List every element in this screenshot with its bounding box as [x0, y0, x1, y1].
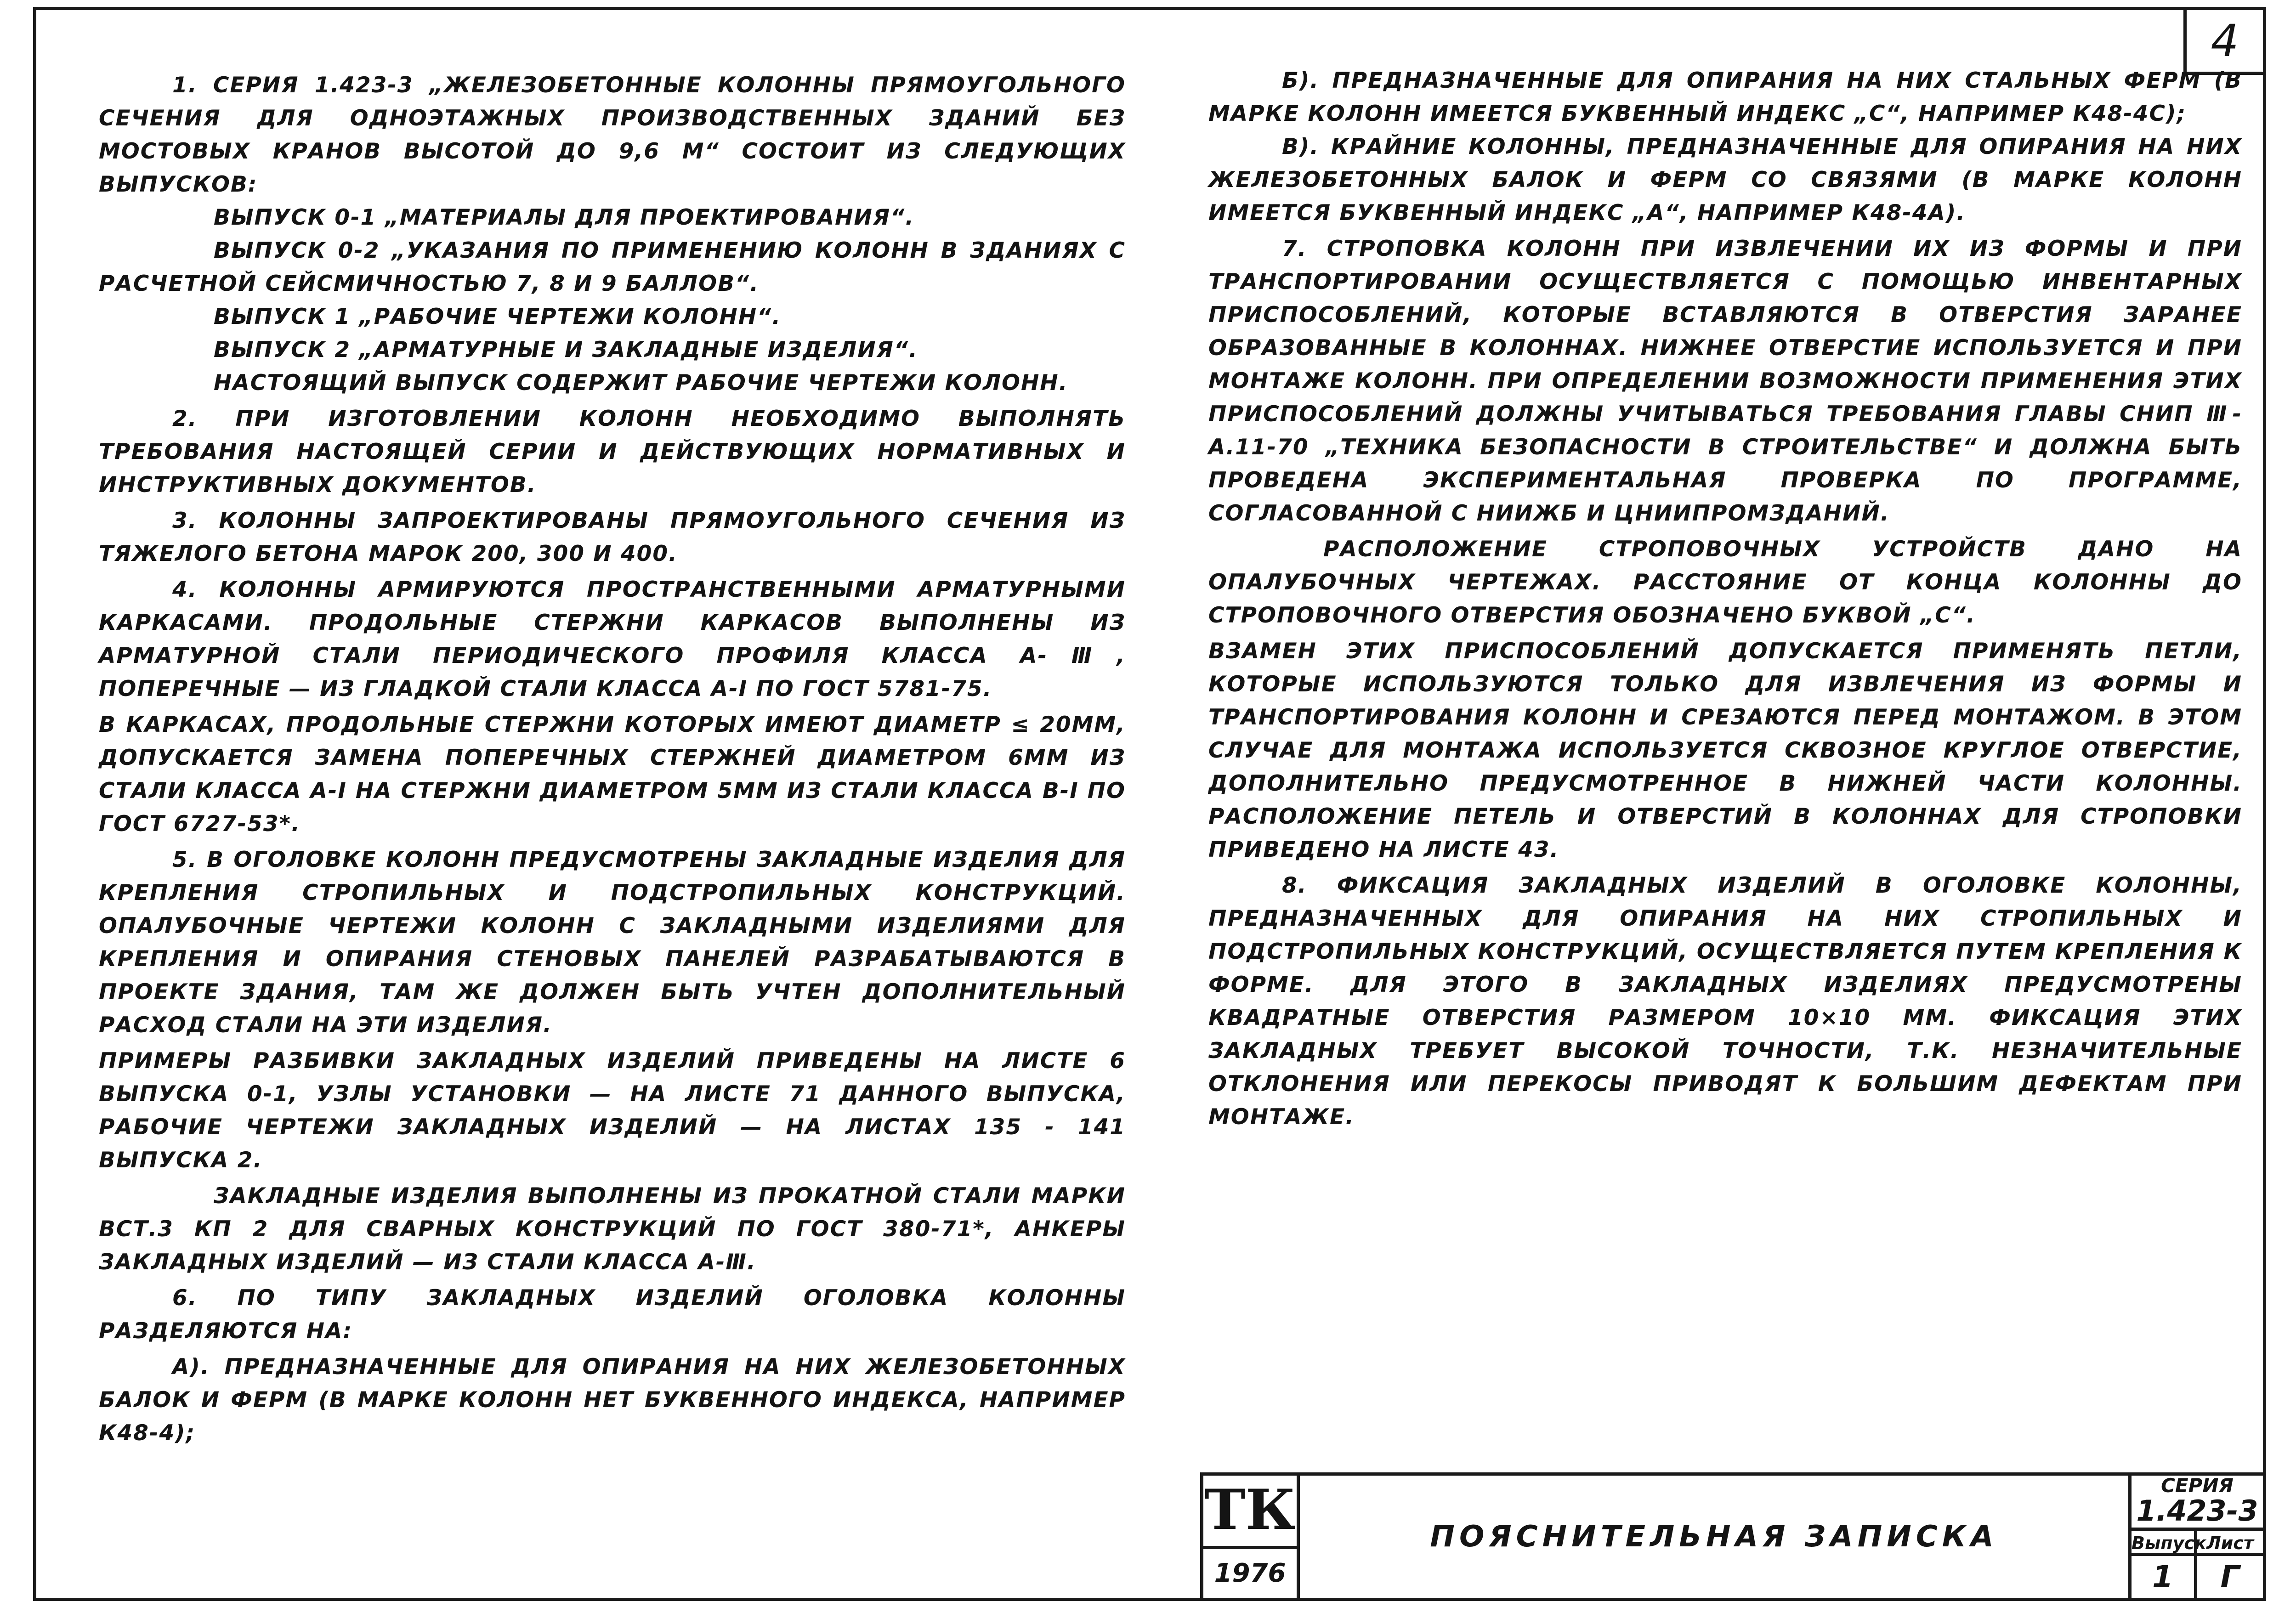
current-issue-note: НАСТОЯЩИЙ ВЫПУСК СОДЕРЖИТ РАБОЧИЕ ЧЕРТЕЖИ КОЛОНН. — [214, 370, 1068, 396]
tk-logo: ТК — [1203, 1476, 1297, 1549]
paragraph-5-examples: ПРИМЕРЫ РАЗБИВКИ ЗАКЛАДНЫХ ИЗДЕЛИЙ ПРИВЕДЕНЫ НА ЛИСТЕ 6 ВЫПУСКА 0-1, УЗЛЫ УСТАНОВКИ — НА ЛИСТЕ 71 ДАННОГО ВЫПУСКА, РАБОЧИЕ ЧЕРТЕЖИ ЗАКЛАДНЫХ ИЗДЕЛИЙ — НА ЛИСТАХ 135 - 141 ВЫПУСКА 2. — [99, 1048, 1126, 1173]
issue-0-1: ВЫПУСК 0-1 „МАТЕРИАЛЫ ДЛЯ ПРОЕКТИРОВАНИЯ“. — [214, 205, 915, 230]
paragraph-6b: Б). ПРЕДНАЗНАЧЕННЫЕ ДЛЯ ОПИРАНИЯ НА НИХ СТАЛЬНЫХ ФЕРМ (В МАРКЕ КОЛОНН ИМЕЕТСЯ БУКВЕННЫЙ ИНДЕКС „С“, НАПРИМЕР К48-4С); — [1208, 68, 2242, 126]
paragraph-6: 6. ПО ТИПУ ЗАКЛАДНЫХ ИЗДЕЛИЙ ОГОЛОВКА КОЛОННЫ РАЗДЕЛЯЮТСЯ НА: — [99, 1285, 1126, 1344]
left-text-column — [99, 69, 1126, 1450]
sheet-label: Лист — [2197, 1531, 2263, 1556]
issue-2: ВЫПУСК 2 „АРМАТУРНЫЕ И ЗАКЛАДНЫЕ ИЗДЕЛИЯ“. — [214, 337, 918, 362]
series-label: СЕРИЯ — [2161, 1474, 2234, 1497]
paragraph-2: 2. ПРИ ИЗГОТОВЛЕНИИ КОЛОНН НЕОБХОДИМО ВЫПОЛНЯТЬ ТРЕБОВАНИЯ НАСТОЯЩЕЙ СЕРИИ И ДЕЙСТВУЮЩИХ НОРМАТИВНЫХ И ИНСТРУКТИВНЫХ ДОКУМЕНТОВ. — [99, 406, 1126, 498]
paragraph-7-loops: ВЗАМЕН ЭТИХ ПРИСПОСОБЛЕНИЙ ДОПУСКАЕТСЯ ПРИМЕНЯТЬ ПЕТЛИ, КОТОРЫЕ ИСПОЛЬЗУЮТСЯ ТОЛЬКО ДЛЯ ИЗВЛЕЧЕНИЯ ИЗ ФОРМЫ И ТРАНСПОРТИРОВАНИЯ КОЛОНН И СРЕЗАЮТСЯ ПЕРЕД МОНТАЖОМ. В ЭТОМ СЛУЧАЕ ДЛЯ МОНТАЖА ИСПОЛЬЗУЕТСЯ СКВОЗНОЕ КРУГЛОЕ ОТВЕРСТИЕ, ДОПОЛНИТЕЛЬНО ПРЕДУСМОТРЕННОЕ В НИЖНЕЙ ЧАСТИ КОЛОННЫ. РАСПОЛОЖЕНИЕ ПЕТЕЛЬ И ОТВЕРСТИЙ В КОЛОННАХ ДЛЯ СТРОПОВКИ ПРИВЕДЕНО НА ЛИСТЕ 43. — [1208, 639, 2242, 862]
paragraph-6a: А). ПРЕДНАЗНАЧЕННЫЕ ДЛЯ ОПИРАНИЯ НА НИХ ЖЕЛЕЗОБЕТОННЫХ БАЛОК И ФЕРМ (В МАРКЕ КОЛОНН НЕТ БУКВЕННОГО ИНДЕКСА, НАПРИМЕР К48-4); — [99, 1354, 1126, 1446]
title-block-logo-cell — [1203, 1476, 1300, 1598]
paragraph-6c: В). КРАЙНИЕ КОЛОННЫ, ПРЕДНАЗНАЧЕННЫЕ ДЛЯ ОПИРАНИЯ НА НИХ ЖЕЛЕЗОБЕТОННЫХ БАЛОК И ФЕРМ СО СВЯЗЯМИ (В МАРКЕ КОЛОНН ИМЕЕТСЯ БУКВЕННЫЙ ИНДЕКС „А“, НАПРИМЕР К48-4А). — [1208, 134, 2242, 226]
paragraph-7-location: РАСПОЛОЖЕНИЕ СТРОПОВОЧНЫХ УСТРОЙСТВ ДАНО НА ОПАЛУБОЧНЫХ ЧЕРТЕЖАХ. РАССТОЯНИЕ ОТ КОНЦА КОЛОННЫ ДО СТРОПОВОЧНОГО ОТВЕРСТИЯ ОБОЗНАЧЕНО БУКВОЙ „С“. — [1208, 537, 2242, 628]
paragraph-4: 4. КОЛОННЫ АРМИРУЮТСЯ ПРОСТРАНСТВЕННЫМИ АРМАТУРНЫМИ КАРКАСАМИ. ПРОДОЛЬНЫЕ СТЕРЖНИ КАРКАСОВ ВЫПОЛНЕНЫ ИЗ АРМАТУРНОЙ СТАЛИ ПЕРИОДИЧЕСКОГО ПРОФИЛЯ КЛАССА А-Ⅲ, ПОПЕРЕЧНЫЕ — ИЗ ГЛАДКОЙ СТАЛИ КЛАССА А-I ПО ГОСТ 5781-75. — [99, 577, 1126, 702]
sheet-value: Г — [2220, 1559, 2240, 1595]
issue-1: ВЫПУСК 1 „РАБОЧИЕ ЧЕРТЕЖИ КОЛОНН“. — [214, 304, 782, 329]
paragraph-5-materials: ЗАКЛАДНЫЕ ИЗДЕЛИЯ ВЫПОЛНЕНЫ ИЗ ПРОКАТНОЙ СТАЛИ МАРКИ ВСТ.3 КП 2 ДЛЯ СВАРНЫХ КОНСТРУКЦИЙ ПО ГОСТ 380-71*, АНКЕРЫ ЗАКЛАДНЫХ ИЗДЕЛИЙ — ИЗ СТАЛИ КЛАССА А-Ⅲ. — [99, 1183, 1126, 1275]
title-block — [1200, 1472, 2266, 1601]
issue-label: Выпуск — [2132, 1531, 2197, 1556]
page-number: 4 — [2183, 7, 2266, 75]
paragraph-1: 1. СЕРИЯ 1.423-3 „ЖЕЛЕЗОБЕТОННЫЕ КОЛОННЫ ПРЯМОУГОЛЬНОГО СЕЧЕНИЯ ДЛЯ ОДНОЭТАЖНЫХ ПРОИЗВОДСТВЕННЫХ ЗДАНИЙ БЕЗ МОСТОВЫХ КРАНОВ ВЫСОТОЙ ДО 9,6 М“ СОСТОИТ ИЗ СЛЕДУЮЩИХ ВЫПУСКОВ: — [99, 73, 1126, 197]
issue-value: 1 — [2132, 1556, 2197, 1598]
year: 1976 — [1214, 1558, 1286, 1588]
issue-0-2: ВЫПУСК 0-2 „УКАЗАНИЯ ПО ПРИМЕНЕНИЮ КОЛОНН В ЗДАНИЯХ С РАСЧЕТНОЙ СЕЙСМИЧНОСТЬЮ 7, 8 И 9 БАЛЛОВ“. — [99, 238, 1126, 296]
paragraph-4-note: В КАРКАСАХ, ПРОДОЛЬНЫЕ СТЕРЖНИ КОТОРЫХ ИМЕЮТ ДИАМЕТР ≤ 20ММ, ДОПУСКАЕТСЯ ЗАМЕНА ПОПЕРЕЧНЫХ СТЕРЖНЕЙ ДИАМЕТРОМ 6ММ ИЗ СТАЛИ КЛАССА А-I НА СТЕРЖНИ ДИАМЕТРОМ 5ММ ИЗ СТАЛИ КЛАССА В-I ПО ГОСТ 6727-53*. — [99, 712, 1126, 837]
series-value: 1.423-3 — [2132, 1494, 2263, 1531]
paragraph-3: 3. КОЛОННЫ ЗАПРОЕКТИРОВАНЫ ПРЯМОУГОЛЬНОГО СЕЧЕНИЯ ИЗ ТЯЖЕЛОГО БЕТОНА МАРОК 200, 300 И 400. — [99, 508, 1126, 566]
paragraph-5: 5. В ОГОЛОВКЕ КОЛОНН ПРЕДУСМОТРЕНЫ ЗАКЛАДНЫЕ ИЗДЕЛИЯ ДЛЯ КРЕПЛЕНИЯ СТРОПИЛЬНЫХ И ПОДСТРОПИЛЬНЫХ КОНСТРУКЦИЙ. ОПАЛУБОЧНЫЕ ЧЕРТЕЖИ КОЛОНН С ЗАКЛАДНЫМИ ИЗДЕЛИЯМИ ДЛЯ КРЕПЛЕНИЯ И ОПИРАНИЯ СТЕНОВЫХ ПАНЕЛЕЙ РАЗРАБАТЫВАЮТСЯ В ПРОЕКТЕ ЗДАНИЯ, ТАМ ЖЕ ДОЛЖЕН БЫТЬ УЧТЕН ДОПОЛНИТЕЛЬНЫЙ РАСХОД СТАЛИ НА ЭТИ ИЗДЕЛИЯ. — [99, 847, 1126, 1038]
right-text-column — [1208, 64, 2242, 1134]
document-title: ПОЯСНИТЕЛЬНАЯ ЗАПИСКА — [1300, 1476, 2132, 1598]
paragraph-7: 7. СТРОПОВКА КОЛОНН ПРИ ИЗВЛЕЧЕНИИ ИХ ИЗ ФОРМЫ И ПРИ ТРАНСПОРТИРОВАНИИ ОСУЩЕСТВЛЯЕТСЯ С ПОМОЩЬЮ ИНВЕНТАРНЫХ ПРИСПОСОБЛЕНИЙ, КОТОРЫЕ ВСТАВЛЯЮТСЯ В ОТВЕРСТИЯ ЗАРАНЕЕ ОБРАЗОВАННЫЕ В КОЛОННАХ. НИЖНЕЕ ОТВЕРСТИЕ ИСПОЛЬЗУЕТСЯ И ПРИ МОНТАЖЕ КОЛОНН. ПРИ ОПРЕДЕЛЕНИИ ВОЗМОЖНОСТИ ПРИМЕНЕНИЯ ЭТИХ ПРИСПОСОБЛЕНИЙ ДОЛЖНЫ УЧИТЫВАТЬСЯ ТРЕБОВАНИЯ ГЛАВЫ СНИП Ⅲ-А.11-70 „ТЕХНИКА БЕЗОПАСНОСТИ В СТРОИТЕЛЬСТВЕ“ И ДОЛЖНА БЫТЬ ПРОВЕДЕНА ЭКСПЕРИМЕНТАЛЬНАЯ ПРОВЕРКА ПО ПРОГРАММЕ, СОГЛАСОВАННОЙ С НИИЖБ И ЦНИИПРОМЗДАНИЙ. — [1208, 236, 2242, 526]
paragraph-8: 8. ФИКСАЦИЯ ЗАКЛАДНЫХ ИЗДЕЛИЙ В ОГОЛОВКЕ КОЛОННЫ, ПРЕДНАЗНАЧЕННЫХ ДЛЯ ОПИРАНИЯ НА НИХ СТРОПИЛЬНЫХ И ПОДСТРОПИЛЬНЫХ КОНСТРУКЦИЙ, ОСУЩЕСТВЛЯЕТСЯ ПУТЕМ КРЕПЛЕНИЯ К ФОРМЕ. ДЛЯ ЭТОГО В ЗАКЛАДНЫХ ИЗДЕЛИЯХ ПРЕДУСМОТРЕНЫ КВАДРАТНЫЕ ОТВЕРСТИЯ РАЗМЕРОМ 10×10 ММ. ФИКСАЦИЯ ЭТИХ ЗАКЛАДНЫХ ТРЕБУЕТ ВЫСОКОЙ ТОЧНОСТИ, Т.К. НЕЗНАЧИТЕЛЬНЫЕ ОТКЛОНЕНИЯ ИЛИ ПЕРЕКОСЫ ПРИВОДЯТ К БОЛЬШИМ ДЕФЕКТАМ ПРИ МОНТАЖЕ. — [1208, 873, 2242, 1130]
